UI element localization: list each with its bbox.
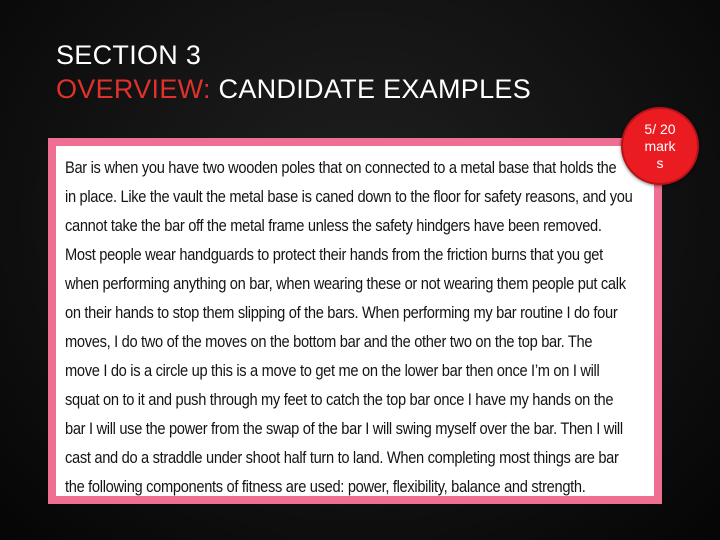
mark-score: 5/ 20 (644, 120, 676, 137)
answer-line: squat on to it and push through my feet to catch the top bar once I have my hands on the (65, 391, 614, 409)
overview-label: OVERVIEW: (56, 74, 211, 104)
candidate-answer-text (56, 146, 654, 496)
mark-badge (621, 107, 699, 185)
candidate-examples-label: CANDIDATE EXAMPLES (210, 74, 532, 104)
answer-line: in place. Like the vault the metal base is caned down to the floor for safety reasons, and you (65, 188, 633, 206)
answer-line: Most people wear handguards to protect their hands from the friction burns that you get (65, 246, 603, 264)
overview-heading (56, 72, 656, 106)
answer-line: when performing anything on bar, when wearing these or not wearing them people put calk (65, 275, 626, 293)
answer-line: cannot take the bar off the metal frame unless the safety hindgers have been removed. (65, 217, 602, 235)
slide-title (56, 38, 656, 106)
answer-line: moves, I do two of the moves on the bottom bar and the other two on the top bar. The (65, 333, 593, 351)
candidate-answer-frame (48, 138, 662, 504)
answer-line: cast and do a straddle under shoot half turn to land. When completing most things are bar (65, 449, 619, 467)
mark-label-part2: s (656, 154, 664, 171)
answer-line: bar I will use the power from the swap of the bar I will swing myself over the bar. Then I will (65, 420, 623, 438)
mark-label-part1: mark (644, 137, 676, 154)
answer-line: move I do is a circle up this is a move to get me on the lower bar then once I’m on I will (65, 362, 600, 380)
section-heading: SECTION 3 (56, 40, 202, 70)
answer-line: the following components of fitness are used: power, flexibility, balance and strength. (65, 478, 586, 496)
answer-line: on their hands to stop them slipping of the bars. When performing my bar routine I do four (65, 304, 618, 322)
answer-line: Bar is when you have two wooden poles that on connected to a metal base that holds the (65, 159, 617, 177)
